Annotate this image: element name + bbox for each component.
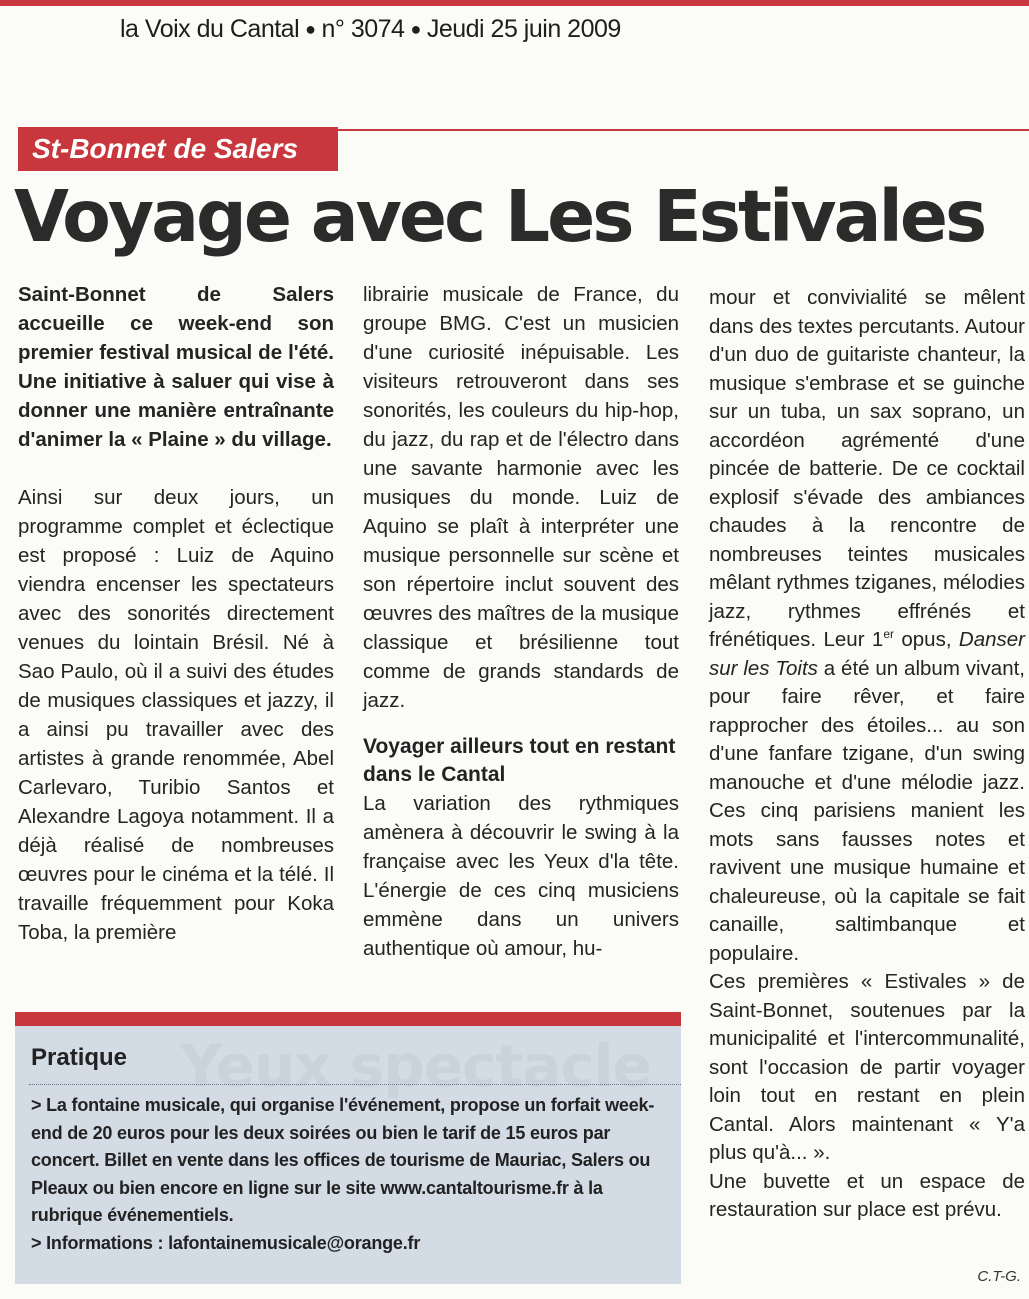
article-lead: Saint-Bonnet de Salers accueille ce week-end son premier festival musical de l'été. Une initiative à saluer qui vise à donner une manière entraînante d'animer la « Plaine » du village. [18,283,334,451]
article-subhead: Voyager ailleurs tout en restant dans le Cantal [363,735,676,786]
pratique-watermark: Yeux spectacle [179,1032,651,1100]
masthead [120,12,621,46]
article-headline: Voyage avec Les Estivales [14,175,985,258]
kicker-rule [338,129,1029,131]
column-3 [709,284,1025,1225]
column-2 [363,280,679,963]
column-1 [18,280,334,947]
paper-name: la Voix du Cantal [120,15,300,43]
column-2-body-continued: La variation des rythmiques amènera à découvrir le swing à la française avec les Yeux d'la tête. L'énergie de ces cinq musiciens emmène dans un univers authentique où amour, hu- [363,792,679,960]
pratique-box [15,1012,681,1284]
issue-date: Jeudi 25 juin 2009 [426,15,621,43]
column-2-body: librairie musicale de France, du groupe BMG. C'est un musicien d'une curiosité inépuisable. Les visiteurs retrouveront dans ses sonorités, les couleurs du hip-hop, du jazz, du rap et de l'électro dans une savante harmonie avec les musiques du monde. Luiz de Aquino se plaît à interpréter une musique personnelle sur scène et son répertoire inclut souvent des œuvres des maîtres de la musique classique et brésilienne tout comme de grands standards de jazz. [363,283,679,712]
album-title: Danser sur les Toits [709,628,1026,680]
pratique-item-tarifs: > La fontaine musicale, qui organise l'événement, propose un forfait week-end de 20 euros pour les deux soirées ou bien le tarif de 15 euros par concert. Billet en vente dans les offices de tourisme de Mauriac, Salers ou Pleaux ou bien encore en ligne sur le site www.cantaltourisme.fr à la rubrique événementiels. [31,1095,655,1225]
issue-number: n° 3074 [321,15,405,43]
author-signature: C.T-G. [977,1268,1021,1285]
bullet-icon: ● [410,19,421,39]
section-kicker: St-Bonnet de Salers [18,127,338,171]
bullet-icon: ● [305,19,316,39]
pratique-text [31,1092,671,1257]
column-1-body: Ainsi sur deux jours, un programme complet et éclectique est proposé : Luiz de Aquino viendra encenser les spectateurs avec des sonorités directement venues du lointain Brésil. Né à Sao Paulo, où il a suivi des études de musiques classiques et jazzy, il a ainsi pu travailler avec des artistes à grande renommée, Abel Carlevaro, Turibio Santos et Alexandre Lagoya notamment. Il a déjà réalisé de nombreuses œuvres pour le cinéma et la télé. Il travaille fréquemment pour Koka Toba, la première [18,486,334,944]
column-3-paragraph-3: Une buvette et un espace de restauration sur place est prévu. [709,1169,1025,1221]
pratique-red-bar [15,1012,681,1026]
pratique-title: Pratique [31,1044,128,1071]
pratique-item-informations: > Informations : lafontainemusicale@orange.fr [31,1232,421,1253]
column-3-paragraph-2: Ces premières « Estivales » de Saint-Bonnet, soutenues par la municipalité et l'intercommunalité, sont l'occasion de partir voyager loin tout en restant en plein Cantal. Alors maintenant « Y'a plus qu'à... ». [709,970,1025,1164]
pratique-dotted-rule [29,1084,681,1085]
top-red-rule [0,0,1029,6]
column-3-paragraph-1: mour et convivialité se mêlent dans des textes percutants. Autour d'un duo de guitariste chanteur, la musique s'embrase et se guinche sur un tuba, un sax soprano, un accordéon agrémenté d'une pincée de batterie. De ce cocktail explosif s'évade des ambiances chaudes à la rencontre de nombreuses teintes musicales mêlant rythmes tziganes, mélodies jazz, rythmes effrénés et frénétiques. Leur 1er opus, Danser sur les Toits a été un album vivant, pour faire rêver, et faire rapprocher des étoiles... au son d'une fanfare tzigane, d'un swing manouche et d'une mélodie jazz. Ces cinq parisiens manient les mots sans fausses notes et ravivent une musique humaine et chaleureuse, où la capitale se fait canaille, saltimbanque et populaire. [709,286,1026,965]
